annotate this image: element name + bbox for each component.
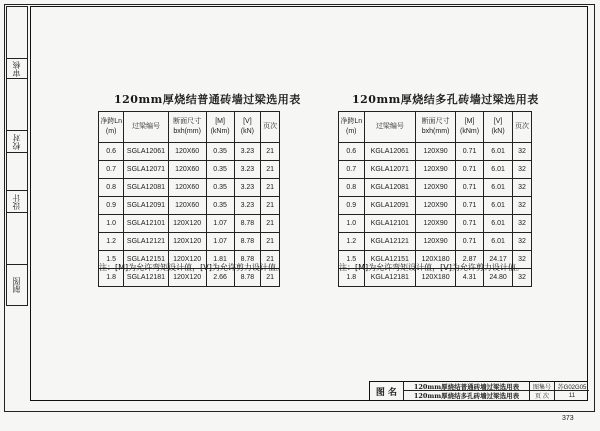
table-row [339,161,532,179]
table-cell: SGLA12101 [124,215,168,233]
table-cell: KGLA12091 [364,197,416,215]
strip-label: 审核 [7,59,27,79]
table-cell: 0.7 [339,161,365,179]
column-header: [M] (kNm) [456,112,484,143]
table-cell: 21 [261,179,280,197]
table-cell: 1.81 [206,251,234,269]
table-left-note: 注：[M]为允许弯矩设计值，[V]为允许剪力设计值。 [99,263,284,272]
table-row [99,233,280,251]
table-row [99,143,280,161]
page-label: 页 次 [530,391,555,400]
table-cell: SGLA12091 [124,197,168,215]
table-cell: 0.6 [99,143,124,161]
table-row [339,233,532,251]
table-cell: 1.5 [339,251,365,269]
table-cell: 32 [513,269,532,287]
title-block-name-2: 120mm厚烧结多孔砖墙过梁选用表 [404,391,530,400]
signature [7,79,27,131]
table-cell: 6.01 [484,143,513,161]
strip-label: 制图 [12,277,21,293]
column-header: 页次 [513,112,532,143]
table-cell: SGLA12081 [124,179,168,197]
table-cell: KGLA12061 [364,143,416,161]
table-cell: SGLA12181 [124,269,168,287]
column-header: [M] (kNm) [206,112,234,143]
table-row [339,143,532,161]
table-cell: 24.80 [484,269,513,287]
table-cell: 120X180 [416,251,456,269]
table-cell: 8.78 [234,269,261,287]
table-cell: 1.2 [99,233,124,251]
table-right [338,111,532,287]
table-cell: 32 [513,251,532,269]
table-cell: 0.71 [456,233,484,251]
column-header: 断面尺寸 bxh(mm) [416,112,456,143]
signature [7,7,27,59]
table-cell: 0.8 [339,179,365,197]
table-row [339,215,532,233]
table-cell: KGLA12121 [364,233,416,251]
table-right-title: 120mm厚烧结多孔砖墙过梁选用表 [352,93,539,106]
table-cell: 1.8 [99,269,124,287]
table-cell: 8.78 [234,215,261,233]
table-cell: 6.01 [484,215,513,233]
table-cell: 32 [513,215,532,233]
table-cell: 1.07 [206,233,234,251]
table-cell: SGLA12071 [124,161,168,179]
signature [7,153,27,191]
table-cell: 120X60 [168,179,206,197]
table-row [339,197,532,215]
table-cell: 21 [261,233,280,251]
table-cell: 3.23 [234,143,261,161]
table-row [339,179,532,197]
table-cell: 0.71 [456,197,484,215]
table-cell: 21 [261,215,280,233]
table-cell: 0.7 [99,161,124,179]
atlas-label: 图集号 [530,382,555,391]
table-cell: 120X60 [168,143,206,161]
table-cell: 0.8 [99,179,124,197]
table-cell: 21 [261,161,280,179]
table-row [99,197,280,215]
table-cell: 3.23 [234,179,261,197]
table-cell: 120X90 [416,197,456,215]
column-header: 过梁编号 [124,112,168,143]
table-left-title: 120mm厚烧结普通砖墙过梁选用表 [114,93,301,106]
table-cell: 1.0 [339,215,365,233]
table-cell: 21 [261,143,280,161]
table-cell: 21 [261,251,280,269]
strip-label: 校对 [7,131,27,153]
table-cell: 32 [513,233,532,251]
table-cell: KGLA12101 [364,215,416,233]
table-cell: KGLA12151 [364,251,416,269]
column-header: 净跨Ln (m) [99,112,124,143]
table-cell: 120X120 [168,251,206,269]
table-cell: 0.9 [99,197,124,215]
table-cell: KGLA12071 [364,161,416,179]
table-cell: 120X180 [416,269,456,287]
strip-label: 设计 [7,191,27,213]
table-cell: 120X120 [168,215,206,233]
table-cell: 6.01 [484,233,513,251]
atlas-value: 苏G02G05 [555,382,589,391]
table-cell: 120X90 [416,179,456,197]
table-cell: SGLA12061 [124,143,168,161]
column-header: 页次 [261,112,280,143]
table-cell: 2.66 [206,269,234,287]
table-cell: 24.17 [484,251,513,269]
table-cell: 0.71 [456,143,484,161]
table-left [98,111,280,287]
table-cell: KGLA12181 [364,269,416,287]
table-cell: 120X120 [168,269,206,287]
table-cell: 6.01 [484,197,513,215]
table-cell: 1.07 [206,215,234,233]
table-cell: 0.71 [456,215,484,233]
table-cell: 120X90 [416,215,456,233]
column-header: [V] (kN) [234,112,261,143]
table-cell: KGLA12081 [364,179,416,197]
title-block-name-1: 120mm厚烧结普通砖墙过梁选用表 [404,382,530,391]
table-cell: 0.6 [339,143,365,161]
column-header: 断面尺寸 bxh(mm) [168,112,206,143]
table-cell: 21 [261,269,280,287]
table-cell: 3.23 [234,197,261,215]
table-cell: 6.01 [484,179,513,197]
table-cell: 1.5 [99,251,124,269]
table-cell: 0.35 [206,197,234,215]
table-cell: 120X90 [416,143,456,161]
table-cell: 1.0 [99,215,124,233]
table-cell: 8.78 [234,233,261,251]
table-cell: 0.71 [456,161,484,179]
page-number: 373 [562,415,574,422]
table-cell: 4.31 [456,269,484,287]
table-cell: 8.78 [234,251,261,269]
signature [7,213,27,265]
table-cell: 21 [261,197,280,215]
table-cell: 120X120 [168,233,206,251]
table-cell: 120X90 [416,161,456,179]
table-cell: 0.35 [206,143,234,161]
approval-strip [6,6,28,306]
table-cell: 120X60 [168,197,206,215]
title-block-label: 图 名 [370,382,404,400]
table-row [99,215,280,233]
table-right-note: 注：[M]为允许弯矩设计值，[V]为允许剪力设计值。 [339,263,524,272]
table-cell: 0.9 [339,197,365,215]
column-header: [V] (kN) [484,112,513,143]
column-header: 净跨Ln (m) [339,112,365,143]
table-cell: 0.35 [206,161,234,179]
table-cell: 1.8 [339,269,365,287]
table-cell: 1.2 [339,233,365,251]
table-cell: 120X60 [168,161,206,179]
table-cell: 32 [513,143,532,161]
table-cell: 32 [513,197,532,215]
table-cell: SGLA12121 [124,233,168,251]
table-cell: 120X90 [416,233,456,251]
page-value: 11 [568,392,576,399]
table-cell: 0.71 [456,179,484,197]
table-cell: 0.35 [206,179,234,197]
table-row [99,161,280,179]
table-cell: 6.01 [484,161,513,179]
table-cell: 32 [513,179,532,197]
table-cell: SGLA12151 [124,251,168,269]
table-cell: 32 [513,161,532,179]
column-header: 过梁编号 [364,112,416,143]
table-row [99,179,280,197]
table-cell: 3.23 [234,161,261,179]
title-block [369,381,588,401]
table-cell: 2.87 [456,251,484,269]
